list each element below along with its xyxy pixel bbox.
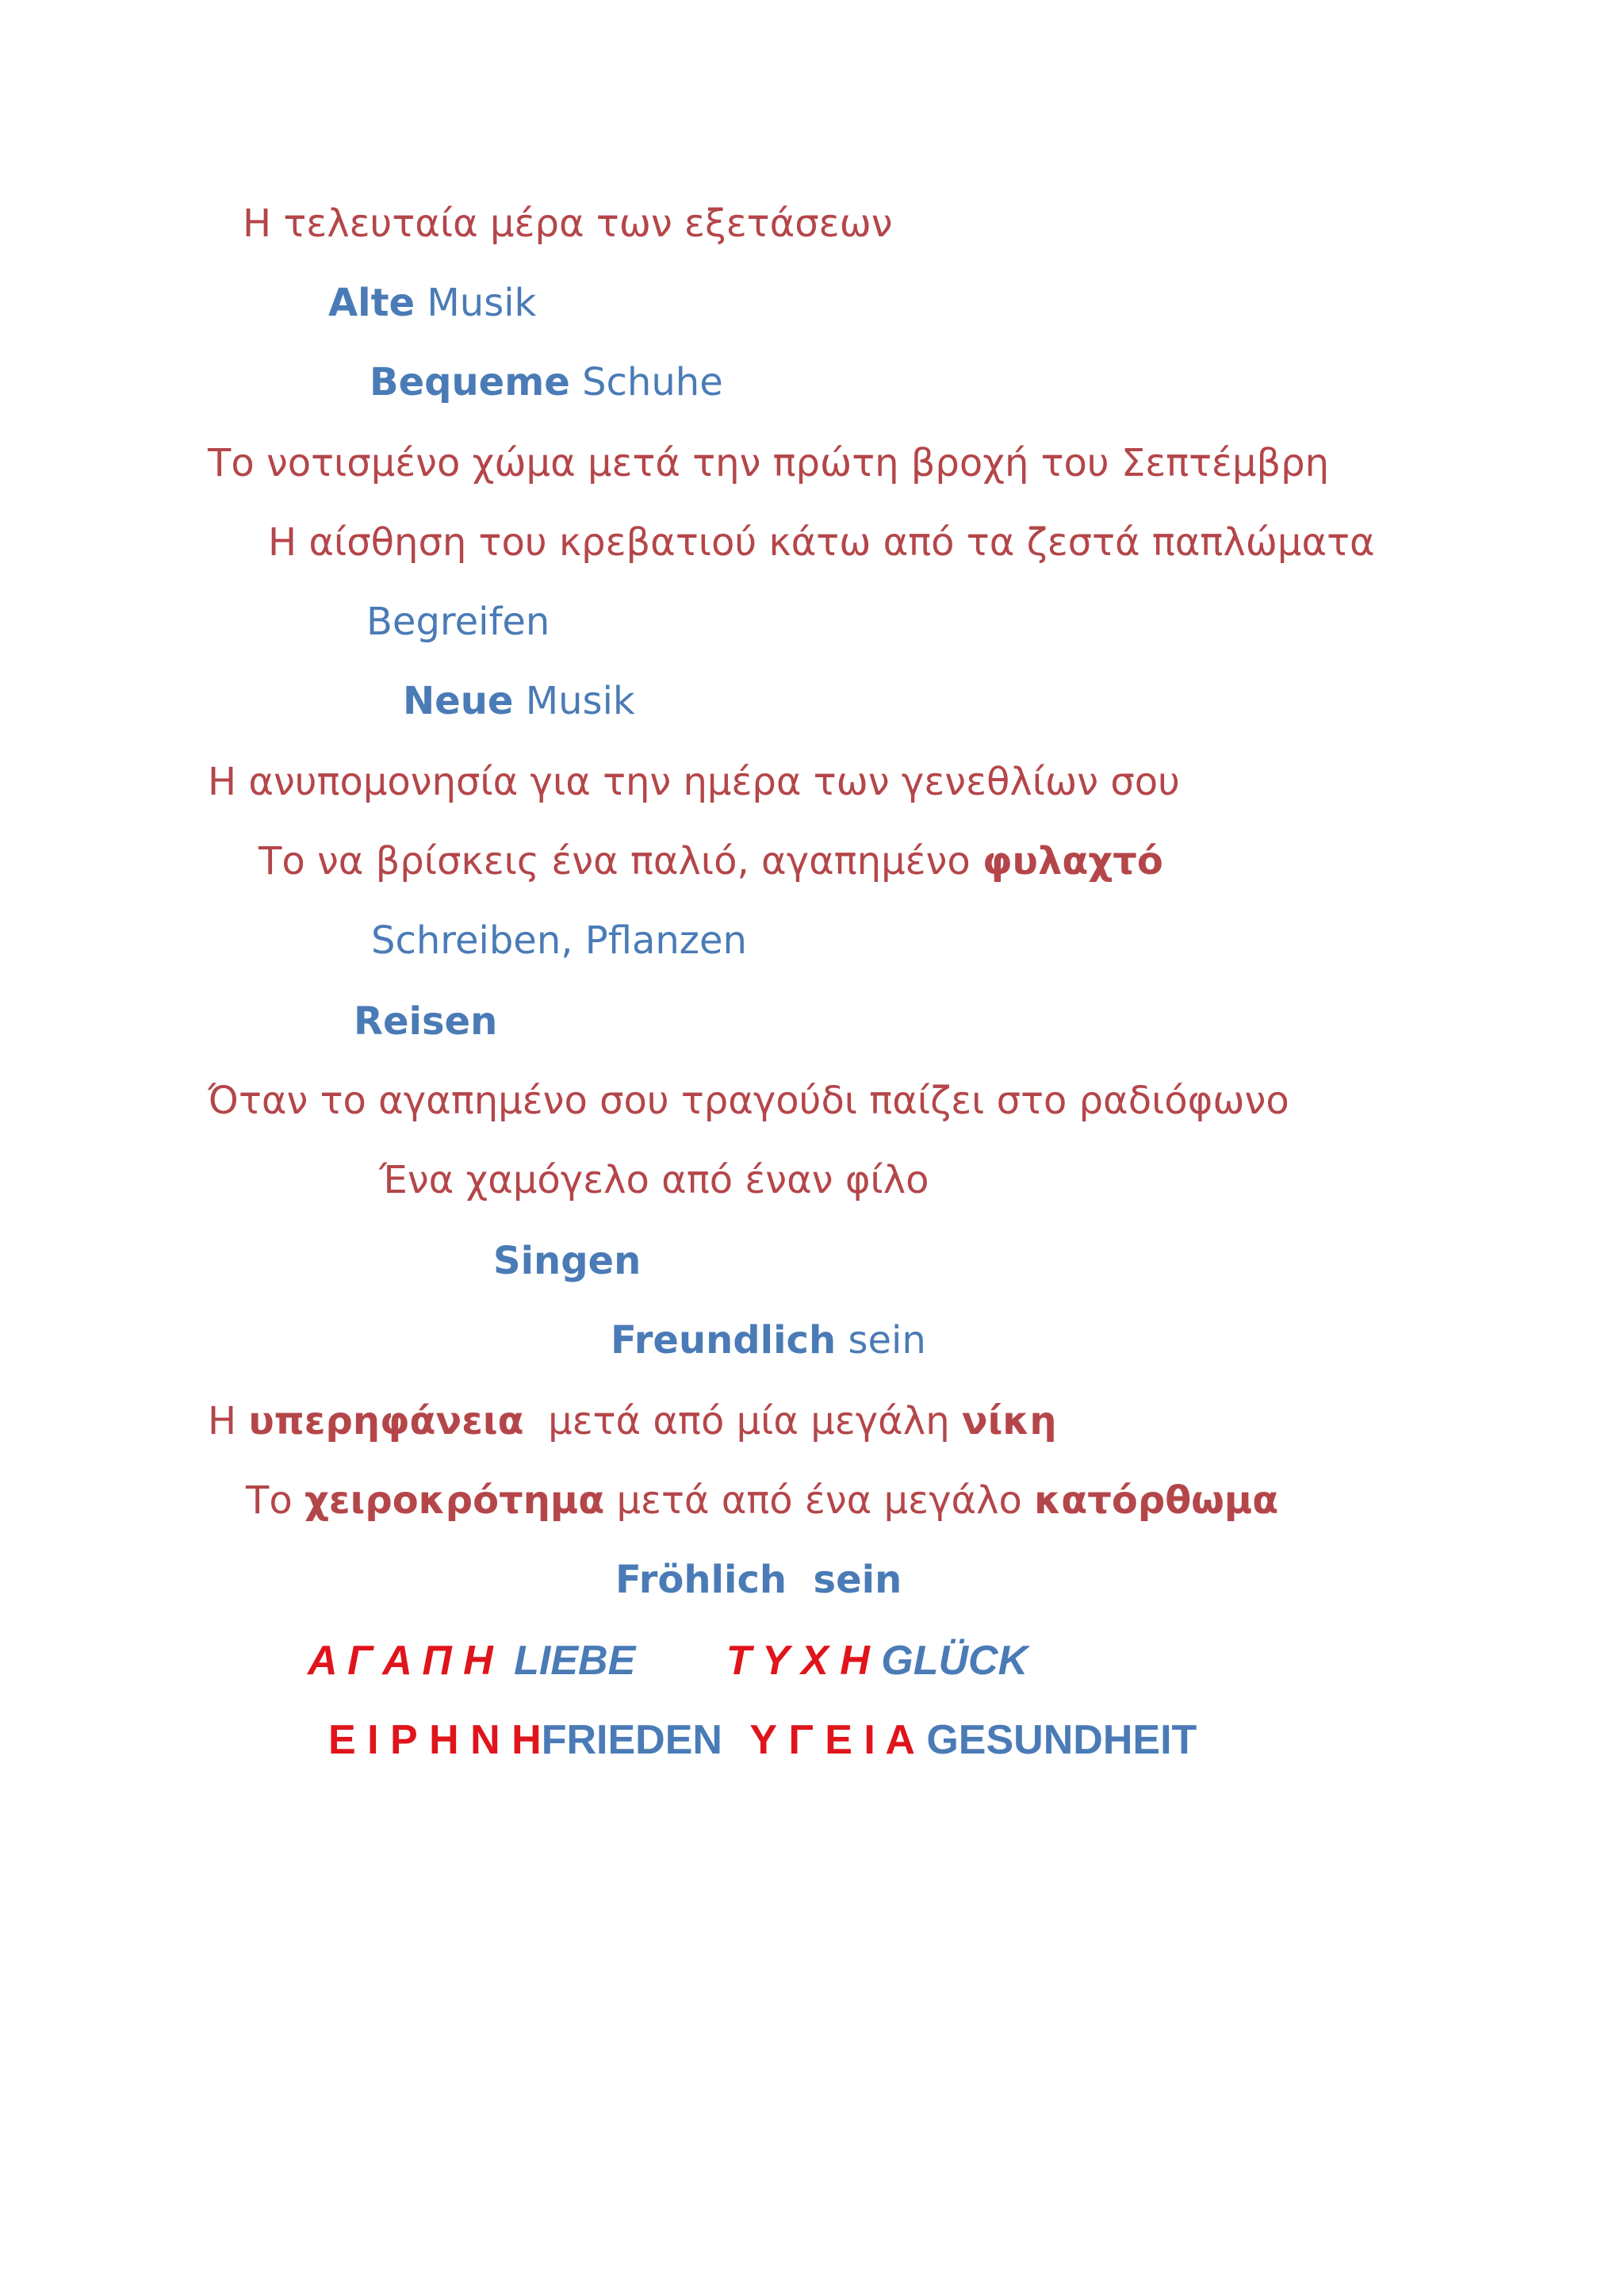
text-line-20: Ε Ι Ρ Η Ν ΗFRIEDEN Υ Γ Ε Ι Α GESUNDHEIT — [328, 1717, 1197, 1763]
text-line-14: Singen — [493, 1239, 642, 1283]
text-line-4: Το νοτισμένο χώμα μετά την πρώτη βροχή του Σεπτέμβρη — [208, 441, 1330, 485]
text-line-16: Η υπερηφάνεια μετά από μία μεγάλη νίκη — [208, 1399, 1057, 1443]
text-line-8: Η ανυπομονησία για την ημέρα των γενεθλίων σου — [208, 760, 1180, 804]
text-line-19: Α Γ Α Π Η LIEBE Τ Υ Χ Η GLÜCK — [308, 1638, 1028, 1684]
text-line-5: Η αίσθηση του κρεβατιού κάτω από τα ζεστά παπλώματα — [268, 520, 1375, 565]
text-line-6: Begreifen — [366, 600, 550, 644]
text-line-13: Ένα χαμόγελο από έναν φίλο — [379, 1158, 929, 1202]
text-line-9: Το να βρίσκεις ένα παλιό, αγαπημένο φυλαχτό — [259, 839, 1163, 884]
text-line-11: Reisen — [354, 999, 498, 1044]
text-line-17: Το χειροκρότημα μετά από ένα μεγάλο κατόρθωμα — [246, 1478, 1279, 1523]
text-line-7: Neue Musik — [403, 679, 635, 723]
text-line-15: Freundlich sein — [611, 1318, 926, 1363]
text-line-3: Bequeme Schuhe — [370, 360, 723, 404]
text-line-1: Η τελευταία μέρα των εξετάσεων — [243, 201, 893, 246]
text-line-12: Όταν το αγαπημένο σου τραγούδι παίζει στο ραδιόφωνο — [208, 1079, 1289, 1123]
text-line-2: Alte Musik — [328, 281, 537, 325]
text-line-10: Schreiben, Pflanzen — [371, 918, 747, 963]
text-line-18: Fröhlich sein — [615, 1558, 902, 1602]
